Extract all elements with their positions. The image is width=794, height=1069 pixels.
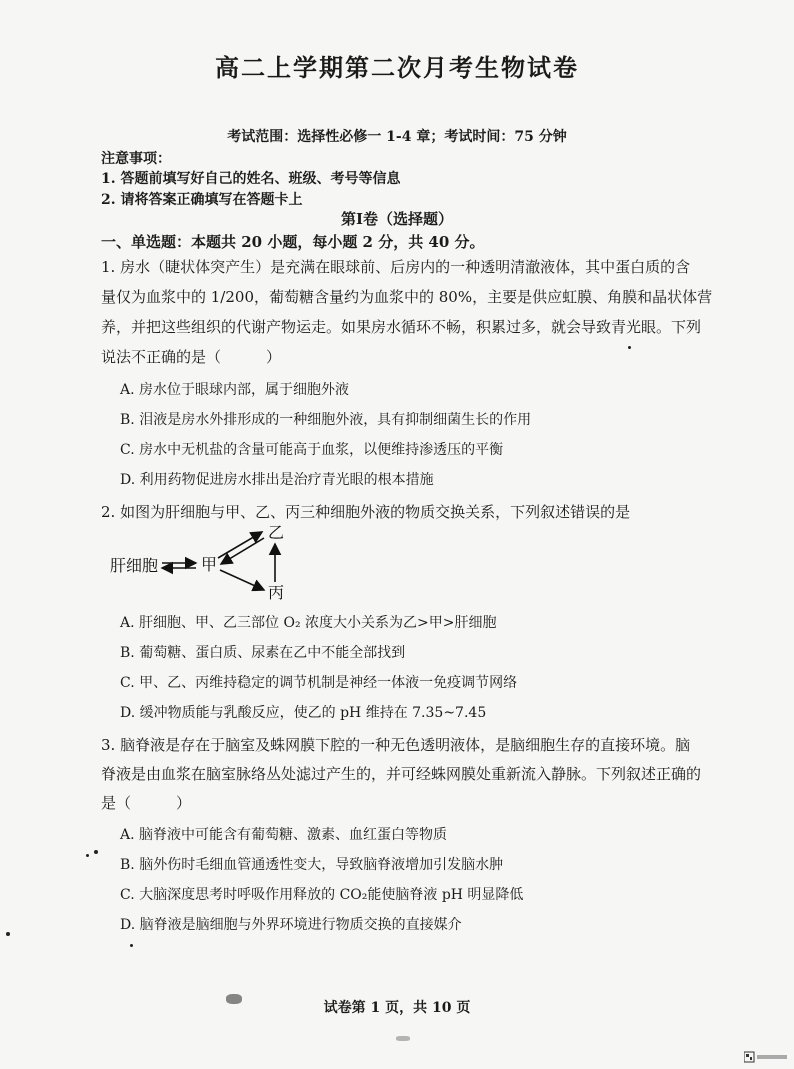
diagram-label-liver: 肝细胞 bbox=[110, 556, 159, 575]
q3-option-a: A. 脑脊液中可能含有葡萄糖、激素、血红蛋白等物质 bbox=[120, 827, 448, 843]
q2-stem: 2. 如图为肝细胞与甲、乙、丙三种细胞外液的物质交换关系，下列叙述错误的是 bbox=[101, 503, 631, 521]
section-heading: 第Ⅰ卷（选择题） bbox=[340, 210, 454, 228]
q1-option-a: A. 房水位于眼球内部，属于细胞外液 bbox=[120, 382, 350, 398]
diagram-label-jia: 甲 bbox=[201, 555, 218, 574]
page-footer: 试卷第 1 页，共 10 页 bbox=[323, 1000, 471, 1016]
diagram-label-yi: 乙 bbox=[268, 523, 285, 542]
q2-option-c: C. 甲、乙、丙维持稳定的调节机制是神经一体液一免疫调节网络 bbox=[120, 675, 518, 691]
q3-line-2: 脊液是由血浆在脑室脉络丛处滤过产生的，并可经蛛网膜处重新流入静脉。下列叙述正确的 bbox=[101, 765, 702, 783]
diagram-label-bing: 丙 bbox=[268, 583, 285, 602]
scan-speck bbox=[86, 854, 89, 857]
scan-speck bbox=[628, 346, 631, 349]
q3-option-b: B. 脑外伤时毛细血管通透性变大，导致脑脊液增加引发脑水肿 bbox=[120, 857, 504, 873]
scan-smudge bbox=[226, 994, 242, 1004]
q1-option-b: B. 泪液是房水外排形成的一种细胞外液，具有抑制细菌生长的作用 bbox=[120, 412, 532, 428]
scan-speck bbox=[6, 932, 10, 936]
q2-option-b: B. 葡萄糖、蛋白质、尿素在乙中不能全部找到 bbox=[120, 645, 406, 661]
q1-line-1: 1. 房水（睫状体突产生）是充满在眼球前、后房内的一种透明清澈液体，其中蛋白质的含 bbox=[101, 258, 691, 276]
scanner-logo-icon bbox=[744, 1051, 788, 1063]
scan-smudge bbox=[396, 1036, 410, 1041]
exchange-diagram bbox=[100, 520, 300, 604]
arrow-jia-to-yi bbox=[218, 532, 262, 558]
exam-title: 高二上学期第二次月考生物试卷 bbox=[215, 53, 579, 82]
q3-option-c: C. 大脑深度思考时呼吸作用释放的 CO₂能使脑脊液 pH 明显降低 bbox=[120, 887, 524, 903]
scan-speck bbox=[94, 850, 98, 854]
q1-line-4: 说法不正确的是（ ） bbox=[101, 348, 282, 366]
q1-option-d: D. 利用药物促进房水排出是治疗青光眼的根本措施 bbox=[120, 472, 434, 488]
scan-speck bbox=[130, 944, 133, 947]
q3-line-1: 3. 脑脊液是存在于脑室及蛛网膜下腔的一种无色透明液体，是脑细胞生存的直接环境。脑 bbox=[101, 736, 691, 754]
exam-scope: 考试范围：选择性必修一 1-4 章；考试时间：75 分钟 bbox=[227, 129, 567, 145]
part-heading: 一、单选题：本题共 20 小题，每小题 2 分，共 40 分。 bbox=[101, 233, 485, 251]
q2-option-d: D. 缓冲物质能与乳酸反应，使乙的 pH 维持在 7.35~7.45 bbox=[120, 705, 487, 721]
note-item-2: 2. 请将答案正确填写在答题卡上 bbox=[101, 192, 303, 208]
note-item-1: 1. 答题前填写好自己的姓名、班级、考号等信息 bbox=[101, 171, 401, 187]
q3-line-3: 是（ ） bbox=[101, 794, 192, 812]
q1-option-c: C. 房水中无机盐的含量可能高于血浆，以便维持渗透压的平衡 bbox=[120, 442, 504, 458]
q1-line-2: 量仅为血浆中的 1/200，葡萄糖含量约为血浆中的 80%，主要是供应虹膜、角膜和晶状体营 bbox=[101, 288, 713, 306]
q1-line-3: 养，并把这些组织的代谢产物运走。如果房水循环不畅，积累过多，就会导致青光眼。下列 bbox=[101, 318, 702, 336]
q2-option-a: A. 肝细胞、甲、乙三部位 O₂ 浓度大小关系为乙>甲>肝细胞 bbox=[120, 615, 497, 631]
arrow-yi-to-jia bbox=[221, 538, 264, 564]
arrow-jia-to-bing bbox=[220, 570, 264, 590]
notes-heading: 注意事项： bbox=[101, 151, 171, 167]
q3-option-d: D. 脑脊液是脑细胞与外界环境进行物质交换的直接媒介 bbox=[120, 917, 462, 933]
